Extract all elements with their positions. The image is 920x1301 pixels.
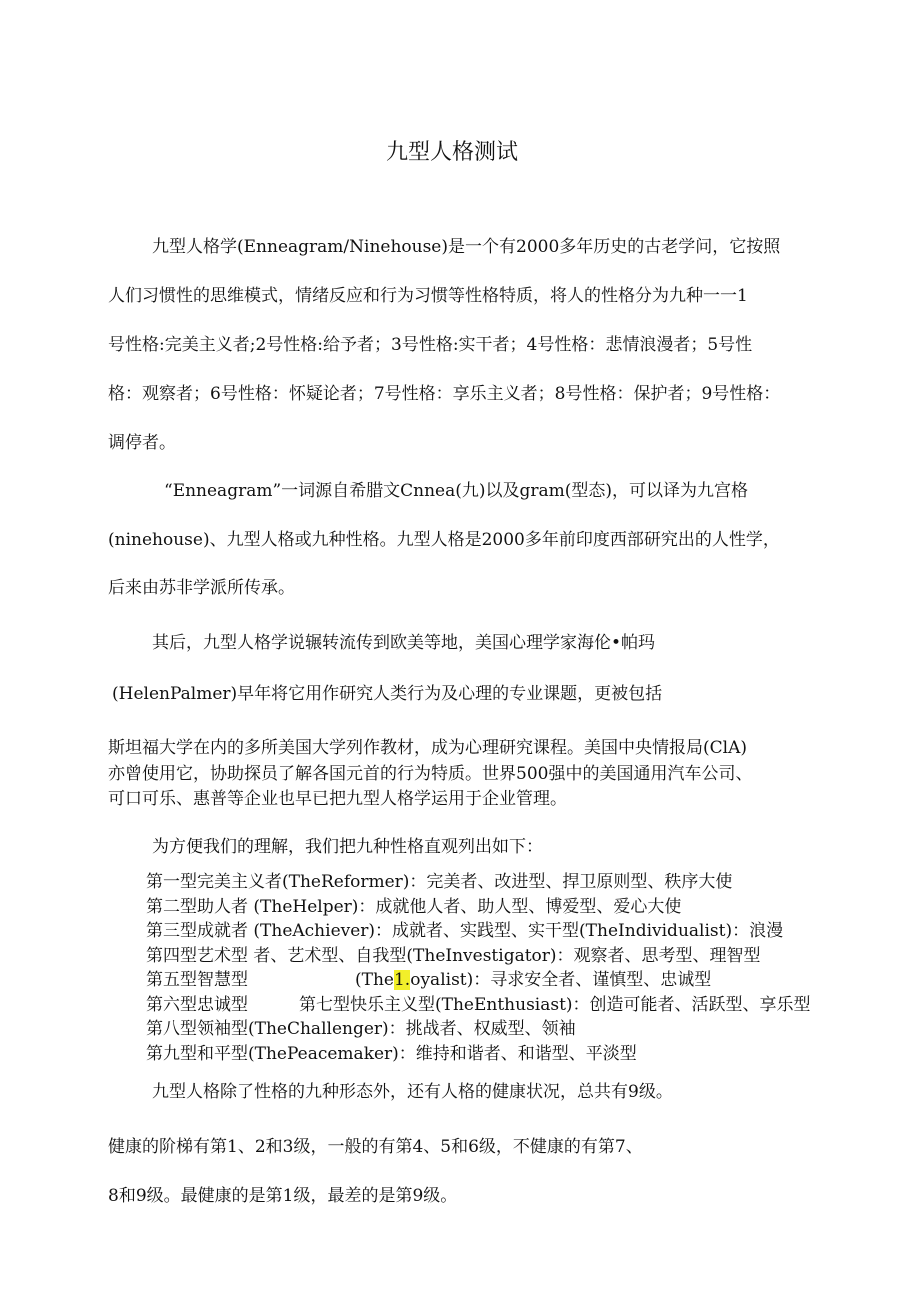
type-2: 第二型助人者 (TheHelper)：成就他人者、助人型、博爱型、爱心大使 <box>146 897 682 917</box>
text-line: 九型人格学(Enneagram/Ninehouse)是一个有2000多年历史的古老学问，它按照 <box>152 237 781 257</box>
text-line: 亦曾使用它，协助探员了解各国元首的行为特质。世界500强中的美国通用汽车公司、 <box>108 764 753 784</box>
types-intro: 为方便我们的理解，我们把九种性格直观列出如下： <box>152 837 543 857</box>
type-5-desc-a: (The <box>355 970 394 990</box>
type-5-label: 第五型智慧型 <box>146 970 248 990</box>
type-3: 第三型成就者 (TheAchiever)：成就者、实践型、实干型(TheIndividualist)：浪漫 <box>146 921 784 941</box>
highlighted-text: 1. <box>393 970 411 990</box>
text-line: 可口可乐、惠普等企业也早已把九型人格学运用于企业管理。 <box>108 789 567 809</box>
text-line: 调停者。 <box>108 433 176 453</box>
type-1: 第一型完美主义者(TheReformer)：完美者、改进型、捍卫原则型、秩序大使 <box>146 872 733 892</box>
text-line: (ninehouse)、九型人格或九种性格。九型人格是2000多年前印度西部研究出的人性学， <box>108 530 780 550</box>
type-5-desc <box>355 969 711 991</box>
page-title: 九型人格测试 <box>386 140 519 165</box>
text-line: 斯坦福大学在内的多所美国大学列作教材，成为心理研究课程。美国中央情报局(ClA) <box>108 738 747 758</box>
type-4: 第四型艺术型 者、艺术型、自我型(TheInvestigator)：观察者、思考型、理智型 <box>146 946 761 966</box>
text-line: (HelenPalmer)早年将它用作研究人类行为及心理的专业课题，更被包括 <box>112 684 663 704</box>
type-8: 第八型领袖型(TheChallenger)：挑战者、权威型、领袖 <box>146 1019 576 1039</box>
text-line: 其后，九型人格学说辗转流传到欧美等地，美国心理学家海伦•帕玛 <box>152 633 656 653</box>
text-line: 九型人格除了性格的九种形态外，还有人格的健康状况，总共有9级。 <box>152 1082 673 1102</box>
text-line: 号性格:完美主义者;2号性格:给予者；3号性格:实干者；4号性格：悲情浪漫者；5号性 <box>108 335 753 355</box>
text-line: 后来由苏非学派所传承。 <box>108 578 295 598</box>
text-line: “Enneagram”一词源自希腊文Cnnea(九)以及gram(型态)，可以译为九宫格 <box>164 481 749 501</box>
text-line: 健康的阶梯有第1、2和3级，一般的有第4、5和6级，不健康的有第7、 <box>108 1137 643 1157</box>
type-7: 第七型快乐主义型(TheEnthusiast)：创造可能者、活跃型、享乐型 <box>299 995 811 1015</box>
text-line: 人们习惯性的思维模式，情绪反应和行为习惯等性格特质，将人的性格分为九种一一1 <box>108 286 748 306</box>
text-line: 8和9级。最健康的是第1级，最差的是第9级。 <box>108 1186 458 1206</box>
type-6: 第六型忠诚型 <box>146 995 248 1015</box>
text-line: 格：观察者；6号性格：怀疑论者；7号性格：享乐主义者；8号性格：保护者；9号性格： <box>108 384 781 404</box>
type-5-desc-b: oyalist)：寻求安全者、谨慎型、忠诚型 <box>410 970 712 990</box>
type-9: 第九型和平型(ThePeacemaker)：维持和谐者、和谐型、平淡型 <box>146 1044 637 1064</box>
